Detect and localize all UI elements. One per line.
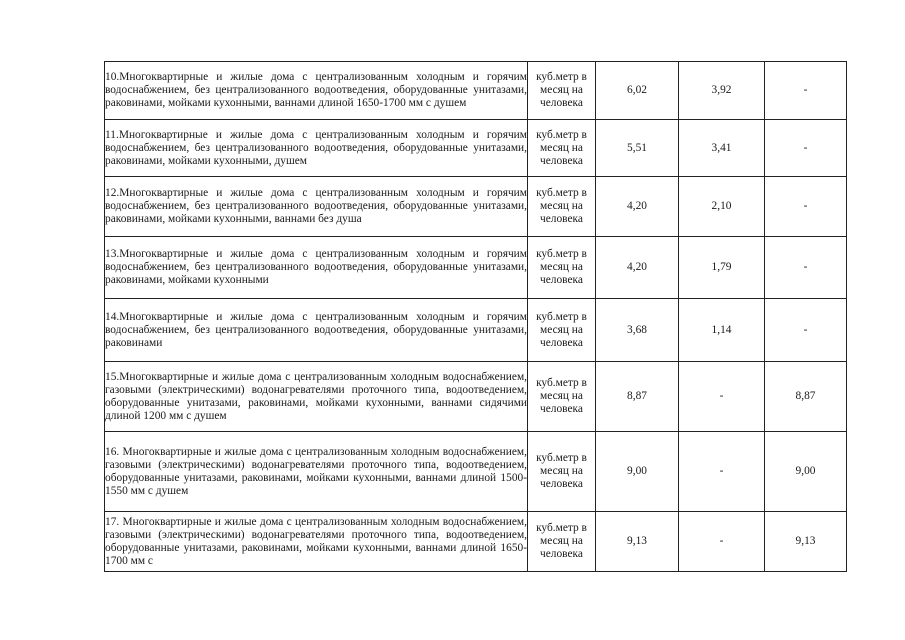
row-value-3: 9,13 [765, 512, 847, 572]
row-description: 14.Многоквартирные и жилые дома с централизованным холодным и горячим водоснабжением, без централизованного водоотведения, оборудованные унитазами, раковинами [105, 299, 528, 362]
row-value-1: 9,13 [596, 512, 679, 572]
row-description: 11.Многоквартирные и жилые дома с централизованным холодным и горячим водоснабжением, без централизованного водоотведения, оборудованные унитазами, раковинами, мойками кухонными, душем [105, 120, 528, 177]
table-row [105, 512, 847, 572]
table-row [105, 120, 847, 177]
row-unit: куб.метр в месяц на человека [528, 299, 596, 362]
row-unit: куб.метр в месяц на человека [528, 62, 596, 120]
row-value-2: 3,41 [679, 120, 765, 177]
row-unit: куб.метр в месяц на человека [528, 362, 596, 432]
row-value-2: 1,79 [679, 237, 765, 299]
row-value-3: - [765, 299, 847, 362]
row-unit: куб.метр в месяц на человека [528, 512, 596, 572]
row-value-3: - [765, 237, 847, 299]
row-description: 16. Многоквартирные и жилые дома с централизованным холодным водоснабжением, газовыми (электрическими) водонагревателями проточного типа, водоотведением, оборудованные унитазами, раковинами, мойками кухонными, ваннами длиной 1500-1550 мм с душем [105, 432, 528, 512]
row-value-3: - [765, 120, 847, 177]
row-value-3: - [765, 177, 847, 237]
row-value-1: 8,87 [596, 362, 679, 432]
row-value-1: 5,51 [596, 120, 679, 177]
table-row [105, 299, 847, 362]
water-norms-table [104, 61, 847, 572]
row-value-3: - [765, 62, 847, 120]
row-value-1: 9,00 [596, 432, 679, 512]
row-unit: куб.метр в месяц на человека [528, 432, 596, 512]
row-value-1: 6,02 [596, 62, 679, 120]
row-description: 17. Многоквартирные и жилые дома с централизованным холодным водоснабжением, газовыми (электрическими) водонагревателями проточного типа, водоотведением, оборудованные унитазами, раковинами, мойками кухонными, ваннами длиной 1650-1700 мм с [105, 512, 528, 572]
row-value-2: - [679, 362, 765, 432]
row-value-2: - [679, 432, 765, 512]
row-value-1: 4,20 [596, 177, 679, 237]
row-value-2: 2,10 [679, 177, 765, 237]
row-unit: куб.метр в месяц на человека [528, 237, 596, 299]
row-description: 10.Многоквартирные и жилые дома с централизованным холодным и горячим водоснабжением, без централизованного водоотведения, оборудованные унитазами, раковинами, мойками кухонными, ваннами длиной 1650-1700 мм с душем [105, 62, 528, 120]
row-value-3: 9,00 [765, 432, 847, 512]
table-row [105, 432, 847, 512]
row-value-1: 4,20 [596, 237, 679, 299]
row-value-2: 1,14 [679, 299, 765, 362]
row-description: 15.Многоквартирные и жилые дома с централизованным холодным водоснабжением, газовыми (электрическими) водонагревателями проточного типа, водоотведением, оборудованные унитазами, раковинами, мойками кухонными, ваннами сидячими длиной 1200 мм с душем [105, 362, 528, 432]
row-unit: куб.метр в месяц на человека [528, 177, 596, 237]
table-row [105, 62, 847, 120]
row-value-2: 3,92 [679, 62, 765, 120]
row-unit: куб.метр в месяц на человека [528, 120, 596, 177]
table-row [105, 237, 847, 299]
row-description: 12.Многоквартирные и жилые дома с централизованным холодным и горячим водоснабжением, без централизованного водоотведения, оборудованные унитазами, раковинами, мойками кухонными, ваннами без душа [105, 177, 528, 237]
row-value-1: 3,68 [596, 299, 679, 362]
row-value-3: 8,87 [765, 362, 847, 432]
table-row [105, 177, 847, 237]
row-description: 13.Многоквартирные и жилые дома с централизованным холодным и горячим водоснабжением, без централизованного водоотведения, оборудованные унитазами, раковинами, мойками кухонными [105, 237, 528, 299]
row-value-2: - [679, 512, 765, 572]
table-row [105, 362, 847, 432]
